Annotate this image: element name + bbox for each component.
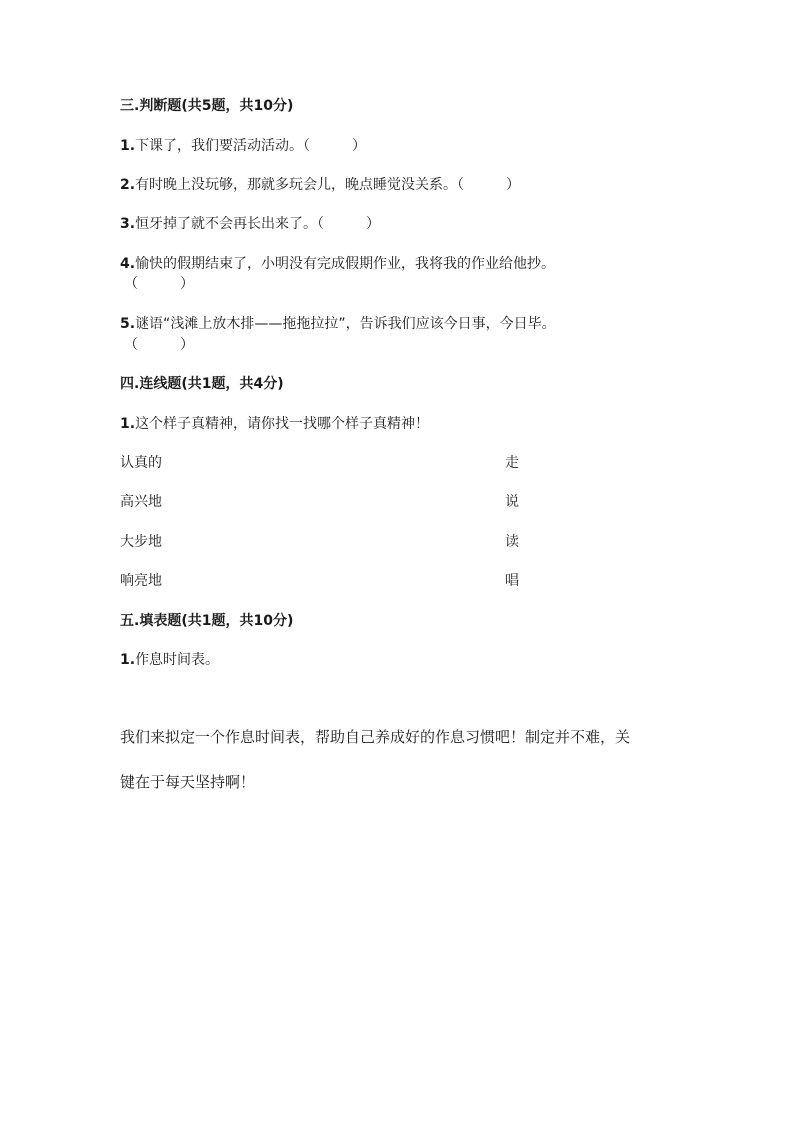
item-number: 3. (120, 216, 136, 232)
section-4-question (120, 415, 429, 433)
item-number: 1. (120, 138, 136, 154)
match-right-3: 读 (505, 534, 519, 550)
section-5-question (120, 651, 219, 669)
item-text: 愉快的假期结束了，小明没有完成假期作业，我将我的作业给他抄。 (135, 256, 556, 272)
item-text: 恒牙掉了就不会再长出来了。（ ） (135, 216, 381, 232)
match-left-2: 高兴地 (120, 494, 162, 510)
item-number: 1. (120, 416, 136, 432)
section-3-item-2 (120, 176, 520, 194)
section-3-item-1 (120, 137, 366, 155)
section-3-item-4-answer-blank: （ ） (124, 276, 194, 292)
section-3-item-5 (120, 315, 556, 333)
match-right-1: 走 (505, 455, 519, 471)
item-number: 4. (120, 256, 136, 272)
match-right-4: 唱 (505, 573, 519, 589)
match-left-3: 大步地 (120, 534, 162, 550)
item-text: 谜语“浅滩上放木排——拖拖拉拉”，告诉我们应该今日事，今日毕。 (135, 316, 556, 332)
section-3-heading: 三.判断题(共5题，共10分) (120, 98, 294, 114)
section-3-item-5-answer-blank: （ ） (124, 337, 194, 353)
section-5-paragraph-line-2: 键在于每天坚持啊！ (120, 773, 256, 791)
item-number: 2. (120, 177, 136, 193)
item-text: 这个样子真精神，请你找一找哪个样子真精神！ (135, 416, 430, 432)
section-4-heading: 四.连线题(共1题，共4分) (120, 376, 284, 392)
section-5-paragraph-line-1: 我们来拟定一个作息时间表，帮助自己养成好的作息习惯吧！制定并不难，关 (120, 728, 631, 746)
section-3-item-3 (120, 215, 380, 233)
section-5-heading: 五.填表题(共1题，共10分) (120, 613, 294, 629)
item-number: 5. (120, 316, 136, 332)
item-text: 有时晚上没玩够，那就多玩会儿，晚点睡觉没关系。（ ） (135, 177, 521, 193)
section-3-item-4 (120, 255, 555, 273)
match-left-4: 响亮地 (120, 573, 162, 589)
item-text: 作息时间表。 (135, 652, 220, 668)
item-number: 1. (120, 652, 136, 668)
match-left-1: 认真的 (120, 455, 162, 471)
item-text: 下课了，我们要活动活动。（ ） (135, 138, 367, 154)
match-right-2: 说 (505, 494, 519, 510)
